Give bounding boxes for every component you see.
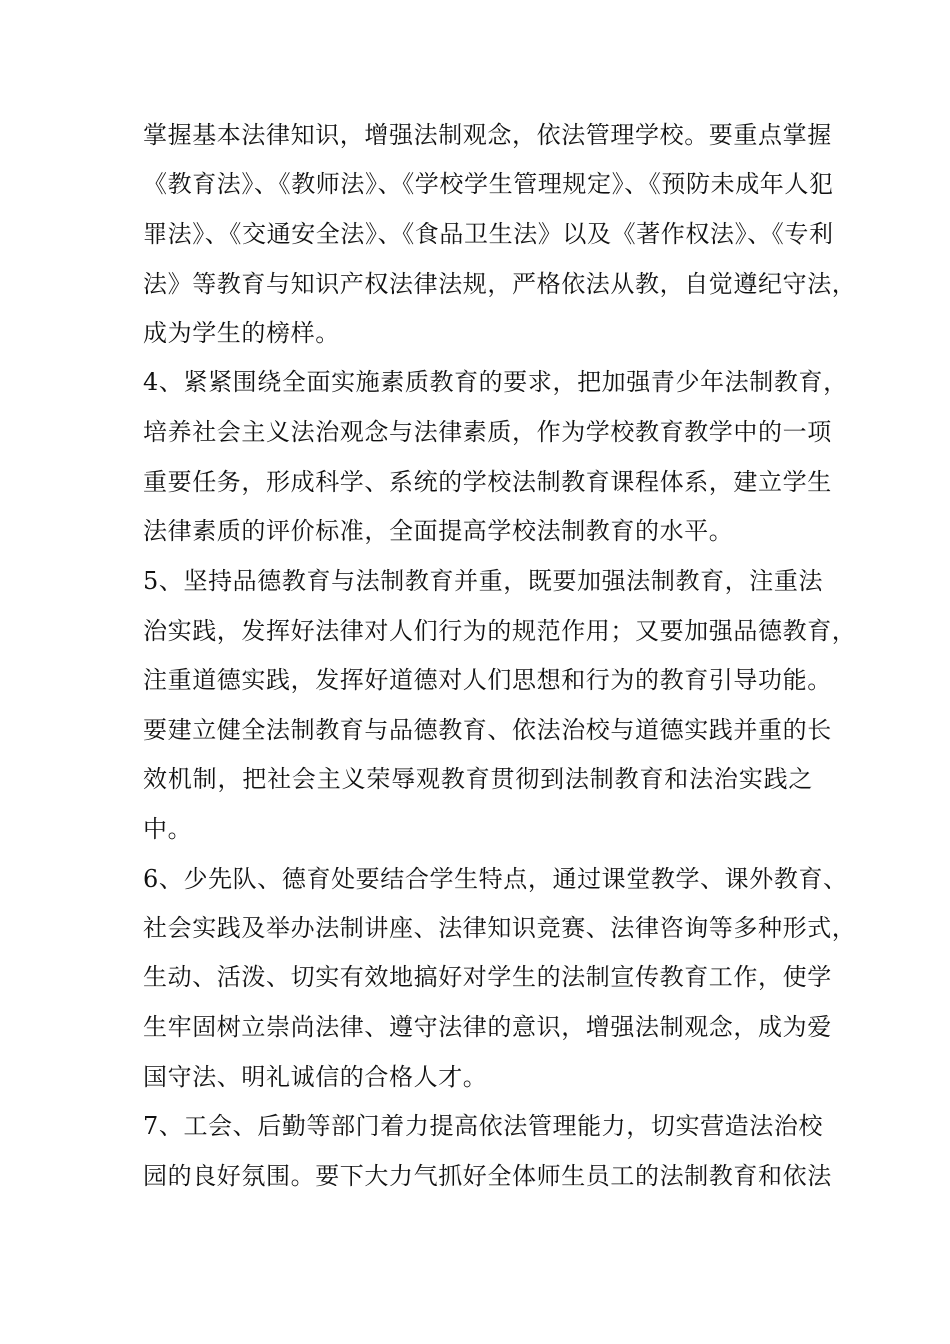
text-line: 法律素质的评价标准，全面提高学校法制教育的水平。: [143, 517, 734, 545]
text-line: 6、少先队、德育处要结合学生特点，通过课堂教学、课外教育、: [143, 865, 848, 893]
text-line: 掌握基本法律知识，增强法制观念，依法管理学校。要重点掌握: [143, 121, 832, 149]
text-line: 国守法、明礼诚信的合格人才。: [143, 1063, 488, 1091]
text-line: 要建立健全法制教育与品德教育、依法治校与道德实践并重的长: [143, 716, 832, 744]
text-line: 罪法》、《交通安全法》、《食品卫生法》以及《著作权法》、《专利: [143, 220, 834, 248]
text-line: 治实践，发挥好法律对人们行为的规范作用；又要加强品德教育，: [143, 617, 857, 645]
text-line: 社会实践及举办法制讲座、法律知识竞赛、法律咨询等多种形式，: [143, 914, 857, 942]
text-line: 生牢固树立崇尚法律、遵守法律的意识，增强法制观念，成为爱: [143, 1013, 832, 1041]
text-line: 培养社会主义法治观念与法律素质，作为学校教育教学中的一项: [143, 418, 832, 446]
text-line: 注重道德实践，发挥好道德对人们思想和行为的教育引导功能。: [143, 666, 832, 694]
text-line: 园的良好氛围。要下大力气抓好全体师生员工的法制教育和依法: [143, 1162, 832, 1190]
text-line: 中。: [143, 815, 193, 843]
text-line: 法》等教育与知识产权法律法规，严格依法从教，自觉遵纪守法，: [143, 270, 857, 298]
text-line: 重要任务，形成科学、系统的学校法制教育课程体系，建立学生: [143, 468, 832, 496]
text-line: 效机制，把社会主义荣辱观教育贯彻到法制教育和法治实践之: [143, 765, 813, 793]
text-line: 成为学生的榜样。: [143, 319, 340, 347]
text-line: 4、紧紧围绕全面实施素质教育的要求，把加强青少年法制教育，: [143, 368, 848, 396]
text-line: 生动、活泼、切实有效地搞好对学生的法制宣传教育工作，使学: [143, 963, 832, 991]
text-line: 《教育法》、《教师法》、《学校学生管理规定》、《预防未成年人犯: [143, 170, 834, 198]
text-line: 7、工会、后勤等部门着力提高依法管理能力，切实营造法治校: [143, 1112, 824, 1140]
text-line: 5、坚持品德教育与法制教育并重，既要加强法制教育，注重法: [143, 567, 824, 595]
